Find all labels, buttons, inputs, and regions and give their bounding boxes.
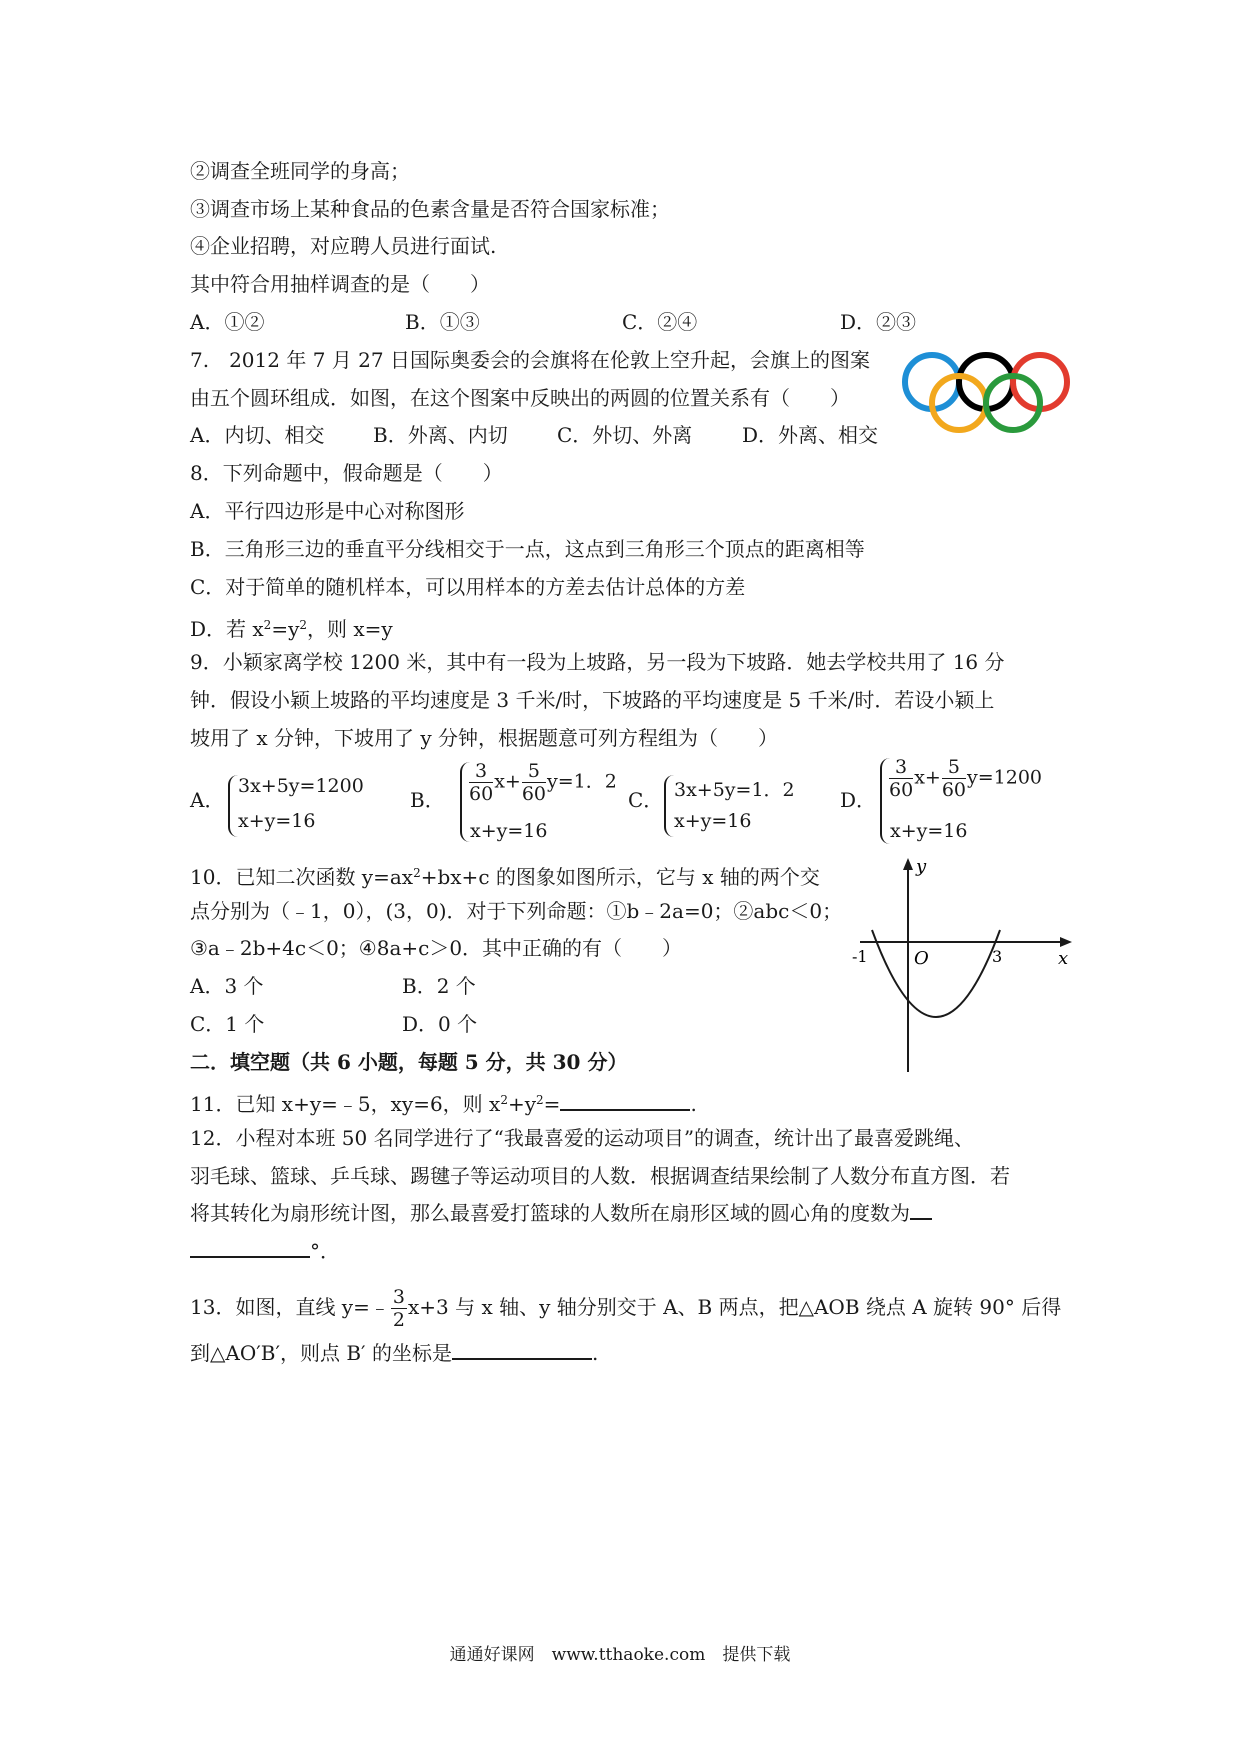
y-axis-label: y <box>916 856 927 877</box>
q8-option-b: B．三角形三边的垂直平分线相交于一点，这点到三角形三个顶点的距离相等 <box>190 537 865 561</box>
q9-option-c-eq2: x+y=16 <box>674 810 752 832</box>
q8-option-c: C．对于简单的随机样本，可以用样本的方差去估计总体的方差 <box>190 575 746 599</box>
section-2-heading: 二．填空题（共 6 小题，每题 5 分，共 30 分） <box>190 1050 628 1074</box>
q12-line-3: 将其转化为扇形统计图，那么最喜爱打篮球的人数所在扇形区域的圆心角的度数为 <box>190 1200 932 1226</box>
q9-option-a-label: A． <box>190 788 225 812</box>
q7-option-d: D．外离、相交 <box>742 423 879 447</box>
q9-option-d-eq1: $\frac{3}{60}$ x+ $\frac{5}{60}$ y=1200 <box>889 756 1043 801</box>
q6-item-2: ②调查全班同学的身高； <box>190 159 410 183</box>
q12-line-2: 羽毛球、篮球、乒乓球、踢毽子等运动项目的人数．根据调查结果绘制了人数分布直方图．若 <box>190 1164 1010 1188</box>
q6-option-a: A．①② <box>190 310 265 334</box>
q10-option-d: D．0 个 <box>402 1012 478 1036</box>
q13-line-1: 13．如图，直线 y=﹣ $\frac{3}{2}$ x+3 与 x 轴、y 轴分别交于 A、B 两点，把△AOB 绕点 A 旋转 90° 后得 <box>190 1286 1062 1331</box>
q7-option-a: A．内切、相交 <box>190 423 325 447</box>
q9-option-b-label: B． <box>410 788 445 812</box>
origin-label: O <box>914 948 929 969</box>
olympic-rings-image <box>900 350 1070 435</box>
parabola-graph <box>840 852 1080 1072</box>
q9-option-a-eq2: x+y=16 <box>238 810 316 832</box>
q13-line-2: 到△AO′B′，则点 B′ 的坐标是 . <box>190 1341 599 1365</box>
q12-line-1: 12．小程对本班 50 名同学进行了“我最喜爱的运动项目”的调查，统计出了最喜爱跳绳、 <box>190 1126 975 1150</box>
q9-option-c-brace <box>664 775 674 837</box>
q6-item-3: ③调查市场上某种食品的色素含量是否符合国家标准； <box>190 197 670 221</box>
q9-line-3: 坡用了 x 分钟，下坡用了 y 分钟，根据题意可列方程组为（ ） <box>190 726 779 750</box>
right-root-label: 3 <box>992 947 1003 966</box>
q6-option-c: C．②④ <box>622 310 698 334</box>
q11-line: 11．已知 x+y=﹣5，xy=6，则 $x^2+y^2=$ . <box>190 1092 697 1116</box>
parabola-curve <box>872 930 1003 1017</box>
q11-answer-blank[interactable] <box>560 1091 690 1111</box>
q12-answer-blank-start[interactable] <box>910 1200 932 1220</box>
q10-option-b: B．2 个 <box>402 974 476 998</box>
q9-option-d-eq2: x+y=16 <box>890 820 968 842</box>
q9-option-a-eq1: 3x+5y=1200 <box>238 775 364 797</box>
q6-stem: 其中符合用抽样调查的是（ ） <box>190 272 490 296</box>
q6-option-b: B．①③ <box>405 310 480 334</box>
q6-item-4: ④企业招聘，对应聘人员进行面试. <box>190 234 497 258</box>
q8-option-d: D．若 $x^2=y^2$，则 x=y <box>190 617 393 641</box>
q13-answer-blank[interactable] <box>452 1340 592 1360</box>
q7-line-1: 7. 2012 年 7 月 27 日国际奥委会的会旗将在伦敦上空升起，会旗上的图案 <box>190 348 870 372</box>
q10-line-3: ③a﹣2b+4c＜0；④8a+c＞0．其中正确的有（ ） <box>190 936 683 960</box>
left-root-label: -1 <box>852 947 868 966</box>
q9-option-b-eq2: x+y=16 <box>470 820 548 842</box>
q10-line-2: 点分别为（﹣1，0），(3，0)．对于下列命题：①b﹣2a=0；②abc＜0； <box>190 899 843 923</box>
q12-line-4: °． <box>190 1238 340 1264</box>
q10-option-c: C．1 个 <box>190 1012 265 1036</box>
q10-line-1: 10．已知二次函数 $y=ax^2+bx+c$ 的图象如图所示，它与 x 轴的两个交 <box>190 865 820 889</box>
q10-option-a: A．3 个 <box>190 974 264 998</box>
q7-line-2: 由五个圆环组成．如图，在这个图案中反映出的两圆的位置关系有（ ） <box>190 386 850 410</box>
q9-option-c-eq1: 3x+5y=1．2 <box>674 779 795 801</box>
q9-option-c-label: C． <box>628 788 664 812</box>
y-axis-arrow <box>903 858 913 870</box>
q12-answer-blank[interactable] <box>190 1238 310 1258</box>
x-axis-arrow <box>1060 937 1072 947</box>
q9-line-1: 9．小颖家离学校 1200 米，其中有一段为上坡路，另一段为下坡路．她去学校共用了 16 分 <box>190 650 1005 674</box>
q9-line-2: 钟．假设小颖上坡路的平均速度是 3 千米/时，下坡路的平均速度是 5 千米/时．若设小颖上 <box>190 688 995 712</box>
q6-option-d: D．②③ <box>840 310 917 334</box>
q9-option-d-label: D． <box>840 788 877 812</box>
q7-option-b: B．外离、内切 <box>373 423 508 447</box>
x-axis-label: x <box>1058 948 1069 969</box>
page-footer: 通通好课网 www.tthaoke.com 提供下载 <box>449 1645 791 1665</box>
q9-option-b-eq1: $\frac{3}{60}$ x+ $\frac{5}{60}$ y=1．2 <box>469 760 617 805</box>
q9-option-a-brace <box>228 775 238 837</box>
q7-option-c: C．外切、外离 <box>557 423 693 447</box>
q8-stem: 8．下列命题中，假命题是（ ） <box>190 461 503 485</box>
q8-option-a: A．平行四边形是中心对称图形 <box>190 499 465 523</box>
